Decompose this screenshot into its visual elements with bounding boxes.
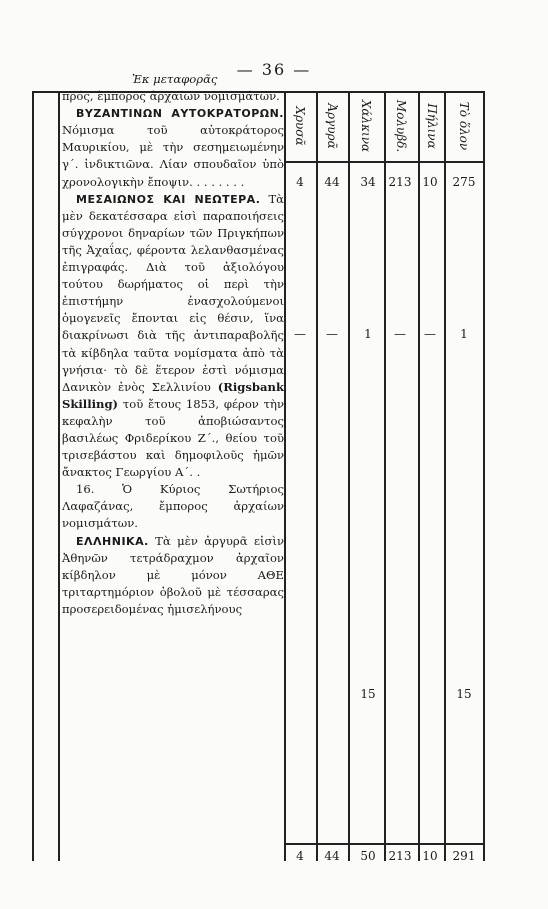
paragraph	[62, 191, 284, 482]
cell: 213	[388, 175, 412, 189]
section-heading: ΒΥΖΑΝΤΙΝΩΝ ΑΥΤΟΚΡΑΤΟΡΩΝ.	[76, 107, 284, 121]
col-header-silver: Ἀργυρᾶ	[325, 103, 339, 149]
entry-text	[62, 71, 284, 618]
cell: —	[326, 327, 338, 341]
cell: 34	[360, 175, 376, 189]
section-heading: ΕΛΛΗΝΙΚΑ.	[76, 534, 149, 548]
cell: 275	[452, 175, 476, 189]
col-header-lead: Μολυβδ.	[394, 99, 408, 153]
col-header-clay: Πήλινα	[425, 103, 439, 149]
cell: 15	[456, 687, 472, 701]
cell: 291	[452, 849, 476, 863]
paragraph-body: Τὰ μὲν δεκατέσσαρα εἰσὶ παραποιήσεις σύγχρονοι δηναρίων τῶν Πριγκήπων τῆς Ἀχαΐας, φέροντα λελανθασμένας ἐπιγραφάς. Διὰ τοῦ ἀξιολόγου τούτου δωρήματος οἱ περὶ τὴν ἐπιστήμην ἐνασχολούμενοι ὁμογενεῖς ἔπονται εἰς θέσιν, ἵνα διακρίνωσι διὰ τῆς ἀντιπαραβολῆς τὰ κίβδηλα ταῦτα νομίσματα ἀπὸ τὰ γνήσια· τὸ δὲ ἕτερον ἐστὶ νόμισμα Δανικὸν ἐνὸς Σελλινίου	[62, 191, 284, 394]
paragraph: πρός, ἔμπορος ἀρχαίων νομισμάτων.	[62, 89, 280, 104]
carried-forward: Ἐκ μεταφορᾶς	[132, 72, 218, 86]
cell: 44	[324, 175, 340, 189]
col-header-total: Τὸ ὅλον	[457, 101, 471, 151]
cell: 15	[360, 687, 376, 701]
paragraph-body: Τὰ μὲν ἀργυρᾶ εἰσὶν Ἀθηνῶν τετράδραχμον ἀρχαῖον κίβδηλον μὲ μόνον ΑΘΕ τριταρτημόριον ὀβολοῦ μὲ τέσσαρας προσερειδομένας ἡμισελήνους	[62, 533, 285, 616]
cell: 1	[364, 327, 372, 341]
cell: 10	[422, 849, 438, 863]
cell: 1	[460, 327, 468, 341]
cell: 50	[360, 849, 376, 863]
cell: 213	[388, 849, 412, 863]
cell: 4	[296, 175, 304, 189]
col-header-gold: Χρυσᾶ	[293, 106, 307, 146]
col-header-bronze: Χάλκινα	[359, 99, 373, 153]
paragraph: 16. Ὁ Κύριος Σωτήριος Λαφαζάνας, ἔμπορος ἀρχαίων νομισμάτων.	[62, 482, 284, 531]
page-number: — 36 —	[236, 60, 312, 79]
cell: —	[394, 327, 406, 341]
cell: —	[424, 327, 436, 341]
cell: 10	[422, 175, 438, 189]
bold-term: (Rigsbank Skilling)	[62, 379, 285, 411]
paragraph	[62, 533, 284, 618]
cell: 44	[324, 849, 340, 863]
paragraph	[62, 105, 284, 190]
cell: —	[294, 327, 306, 341]
cell: 4	[296, 849, 304, 863]
paragraph-body: τοῦ ἔτους 1853, φέρον τὴν κεφαλὴν τοῦ ἀποβιώσαντος βασιλέως Φριδερίκου Ζ΄., θείου τοῦ τρισεβάστου καὶ δημοφιλοῦς ἡμῶν ἄνακτος Γεωργίου Α΄. .	[62, 396, 285, 480]
paragraph-body: Νόμισμα τοῦ αὐτοκράτορος Μαυρικίου, μὲ τὴν σεσημειωμένην γ΄. ἰνδικτιῶνα. Λίαν σπουδαῖον ὑπὸ χρονολογικὴν ἔποψιν. . . . . . . .	[62, 123, 284, 189]
section-heading: ΜΕΣΑΙΩΝΟΣ ΚΑΙ ΝΕΩΤΕΡΑ.	[76, 192, 261, 206]
